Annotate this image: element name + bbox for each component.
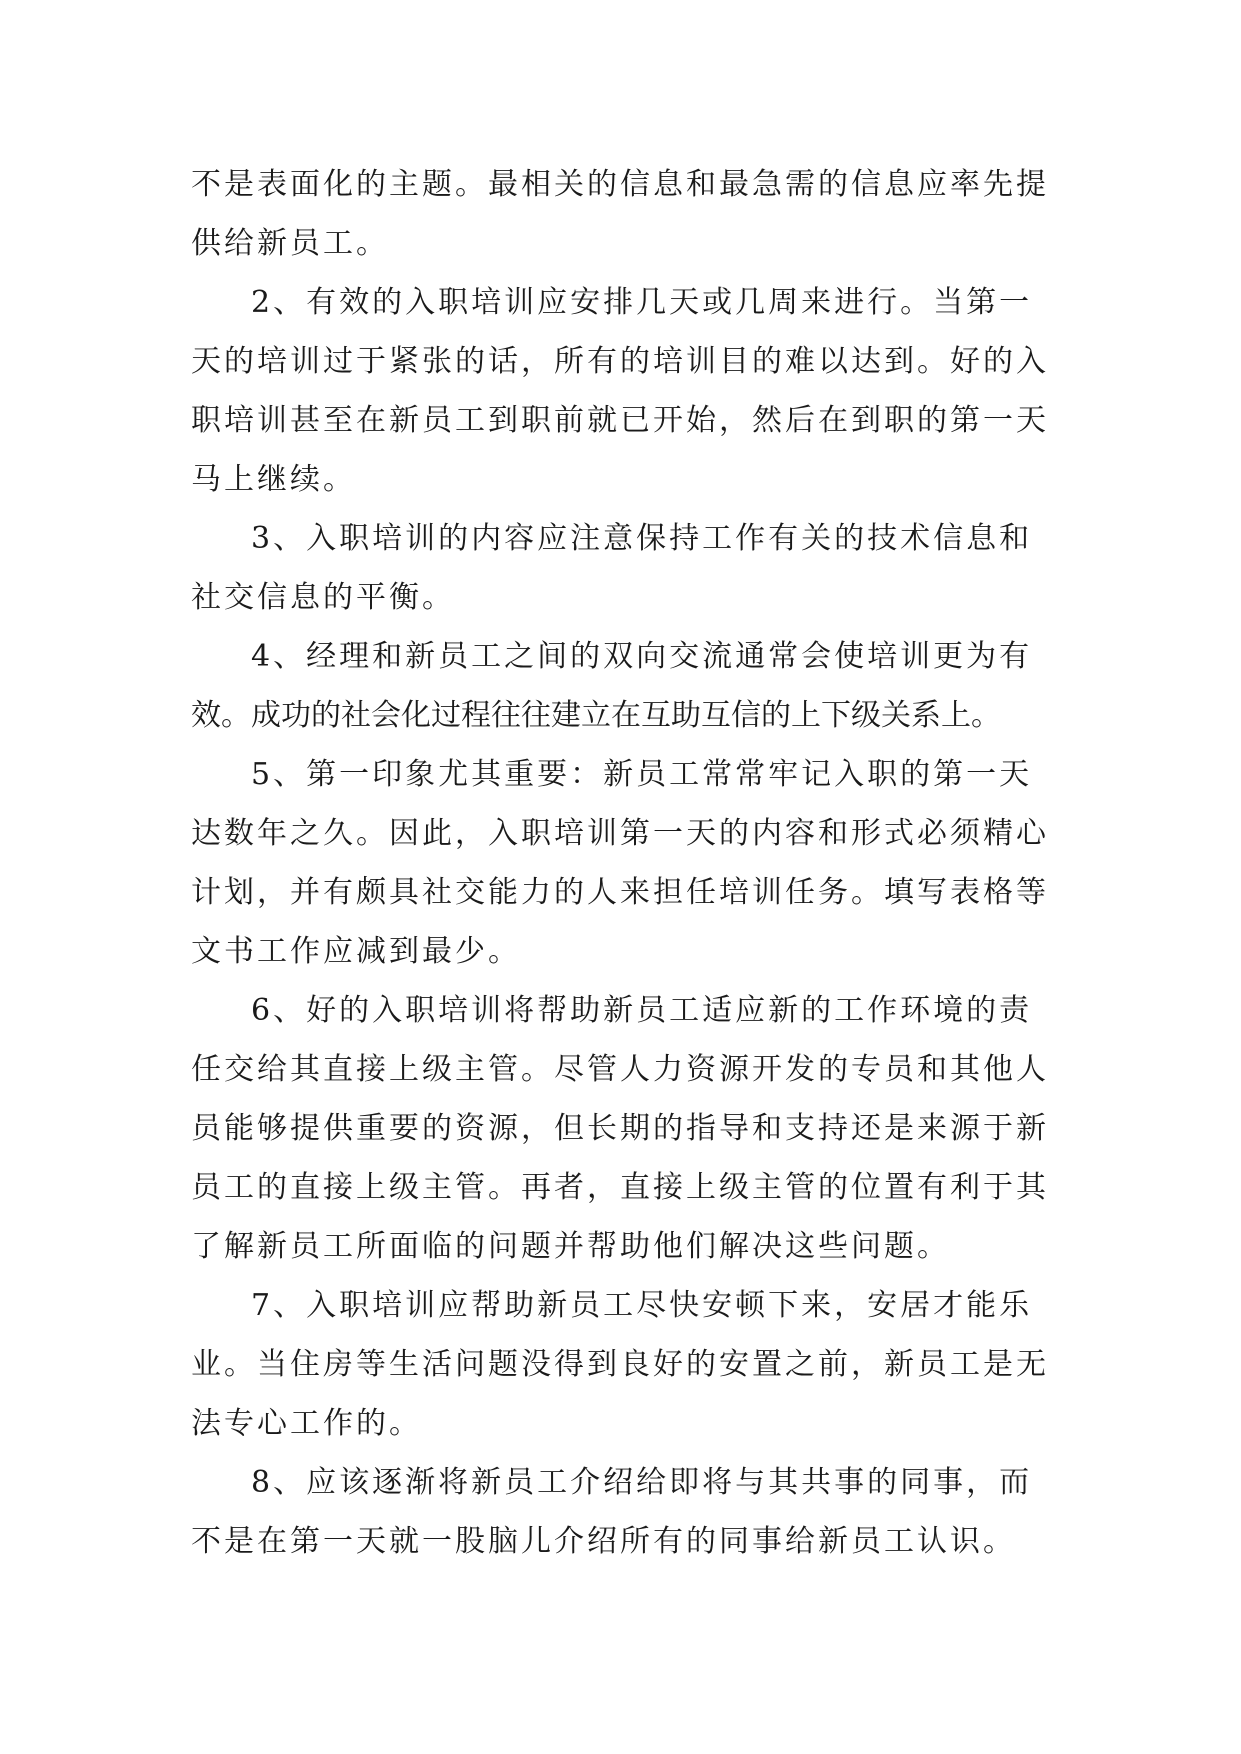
text-line: 不是表面化的主题。最相关的信息和最急需的信息应率先提: [191, 167, 1049, 202]
text-line: 5、第一印象尤其重要：新员工常常牢记入职的第一天: [251, 757, 1033, 792]
text-line: 职培训甚至在新员工到职前就已开始，然后在到职的第一天: [191, 403, 1049, 438]
text-line: 达数年之久。因此，入职培训第一天的内容和形式必须精心: [191, 816, 1049, 851]
text-line: 计划，并有颇具社交能力的人来担任培训任务。填写表格等: [191, 875, 1049, 910]
document-page: [191, 155, 1051, 1571]
text-line: 法专心工作的。: [191, 1406, 422, 1441]
text-line: 天的培训过于紧张的话，所有的培训目的难以达到。好的入: [191, 344, 1049, 379]
text-line: 3、入职培训的内容应注意保持工作有关的技术信息和: [251, 521, 1033, 556]
text-line: 7、入职培训应帮助新员工尽快安顿下来，安居才能乐: [251, 1288, 1033, 1323]
text-line: 6、好的入职培训将帮助新员工适应新的工作环境的责: [251, 993, 1033, 1028]
text-line: 文书工作应减到最少。: [191, 934, 521, 969]
text-line: 8、应该逐渐将新员工介绍给即将与其共事的同事，而: [251, 1465, 1033, 1500]
text-line: 社交信息的平衡。: [191, 580, 455, 615]
text-line: 了解新员工所面临的问题并帮助他们解决这些问题。: [191, 1229, 950, 1264]
text-line: 2、有效的入职培训应安排几天或几周来进行。当第一: [251, 285, 1033, 320]
text-line: 员能够提供重要的资源，但长期的指导和支持还是来源于新: [191, 1111, 1049, 1146]
text-line: 不是在第一天就一股脑儿介绍所有的同事给新员工认识。: [191, 1524, 1016, 1559]
text-line: 业。当住房等生活问题没得到良好的安置之前，新员工是无: [191, 1347, 1049, 1382]
text-line: 任交给其直接上级主管。尽管人力资源开发的专员和其他人: [191, 1052, 1049, 1087]
text-line: 4、经理和新员工之间的双向交流通常会使培训更为有: [251, 639, 1033, 674]
text-line: 员工的直接上级主管。再者，直接上级主管的位置有利于其: [191, 1170, 1049, 1205]
text-line: 供给新员工。: [191, 226, 389, 261]
text-line: 效。成功的社会化过程往往建立在互助互信的上下级关系上。: [191, 698, 1001, 733]
text-line: 马上继续。: [191, 462, 356, 497]
